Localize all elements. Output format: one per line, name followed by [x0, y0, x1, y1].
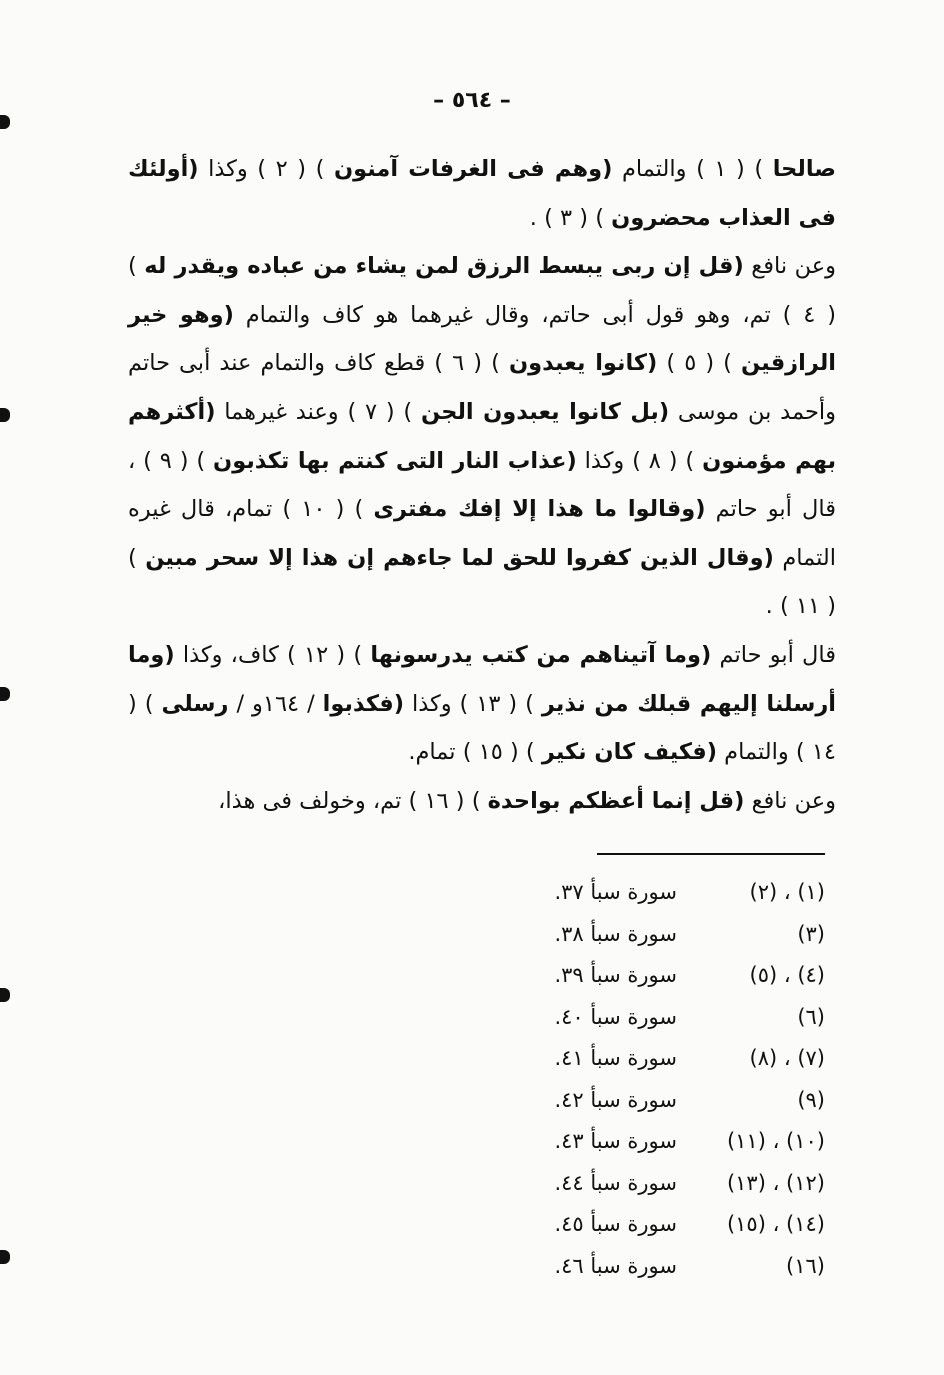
quran-quote: (وما أرسلنا إليهم قبلك من نذير — [128, 641, 836, 717]
footnote-source: سورة سبأ ٤٤. — [554, 1170, 677, 1195]
quran-quote: (وقالوا ما هذا إلا إفك مفترى — [373, 496, 706, 523]
footnote-item — [520, 1121, 825, 1163]
commentary-text: ) ( ٦ ) قطع كاف والتمام عند أبى حاتم وأحمد بن موسى — [128, 350, 836, 425]
footnote-refs: (٩) — [797, 1087, 825, 1112]
footnote-refs: (٧) ، (٨) — [749, 1046, 825, 1070]
footnote-item — [520, 1080, 825, 1122]
footnote-refs: (١) ، (٢) — [749, 880, 825, 904]
commentary-text: ) ( ١٥ ) تمام. — [408, 739, 542, 766]
commentary-text: ) ( ٤ ) تم، وهو قول أبى حاتم، وقال غيرهما هو كاف والتمام — [128, 253, 836, 328]
margin-mark — [0, 115, 10, 129]
footnote-refs: (٦) — [797, 1004, 825, 1029]
commentary-text: وعن نافع — [743, 253, 836, 280]
footnote-source: سورة سبأ ٣٨. — [554, 921, 677, 946]
quran-quote: (فكيف كان نكير — [541, 739, 718, 766]
quran-quote: (وهم فى الغرفات آمنون — [333, 156, 613, 182]
commentary-text: وعن نافع — [744, 787, 836, 814]
paragraph — [128, 631, 836, 777]
footnote-refs: (١٤) ، (١٥) — [726, 1212, 825, 1236]
page-number: – ٥٦٤ – — [433, 88, 511, 113]
footnote-refs: (٣) — [797, 921, 825, 946]
quran-quote: رسلى — [161, 690, 229, 717]
commentary-text: ) ( ٨ ) وكذا — [576, 447, 703, 474]
quran-quote: (أولئك فى العذاب محضرون — [128, 156, 836, 231]
footnote-item — [520, 997, 825, 1039]
quran-quote: (فكذبوا — [322, 690, 404, 717]
footnote-refs: (٤) ، (٥) — [749, 963, 825, 987]
margin-mark — [0, 687, 10, 701]
footnote-source: سورة سبأ ٤٦. — [554, 1253, 677, 1278]
commentary-text: ) ( ١١ ) . — [128, 544, 836, 620]
footnote-item — [520, 914, 825, 956]
paragraph — [128, 145, 836, 242]
commentary-text: ) ( ٢ ) وكذا — [198, 156, 334, 182]
commentary-text: ) ( ٥ ) — [657, 350, 742, 377]
footnote-item — [520, 872, 825, 914]
paragraph — [128, 777, 836, 826]
quran-quote: (قل إنما أعظكم بواحدة — [487, 787, 745, 814]
commentary-text: ) ( ١٤ ) والتمام — [128, 690, 836, 766]
quran-quote: (أكثرهم بهم مؤمنون — [128, 398, 837, 474]
footnote-source: سورة سبأ ٤٠. — [554, 1004, 677, 1029]
quran-quote: (قل إن ربى يبسط الرزق لمن يشاء من عباده ويقدر له — [144, 253, 744, 280]
footnote-refs: (١٦) — [786, 1253, 825, 1278]
margin-mark — [0, 408, 10, 422]
footnote-separator — [597, 853, 825, 855]
footnotes — [520, 872, 825, 1287]
commentary-text: ) ( ١ ) والتمام — [612, 156, 773, 182]
footnote-source: سورة سبأ ٤٥. — [554, 1212, 677, 1236]
margin-mark — [0, 1250, 10, 1264]
quran-quote: (وما آتيناهم من كتب يدرسونها — [370, 641, 712, 668]
commentary-text: ) ( ٩ ) ، قال أبو حاتم — [128, 447, 836, 523]
footnote-item — [520, 955, 825, 997]
quran-quote: (وهو خير الرازقين — [128, 301, 837, 377]
commentary-text: ) ( ١٠ ) تمام، قال غيره التمام — [128, 496, 837, 571]
margin-mark — [0, 988, 10, 1002]
main-text — [128, 145, 836, 825]
paragraph — [128, 242, 836, 631]
footnote-source: سورة سبأ ٤٣. — [554, 1129, 677, 1153]
commentary-text: ) ( ١٦ ) تم، وخولف فى هذا، — [218, 787, 488, 814]
footnote-source: سورة سبأ ٣٩. — [554, 963, 677, 987]
footnote-source: سورة سبأ ٣٧. — [554, 880, 677, 904]
footnote-refs: (١٢) ، (١٣) — [726, 1170, 825, 1195]
quran-quote: (عذاب النار التى كنتم بها تكذبون — [213, 447, 577, 474]
quran-quote: (وقال الذين كفروا للحق لما جاءهم إن هذا إلا سحر مبين — [145, 544, 774, 571]
footnote-item — [520, 1038, 825, 1080]
footnote-source: سورة سبأ ٤٢. — [554, 1087, 677, 1112]
commentary-text: ) ( ٣ ) . — [529, 204, 612, 231]
footnote-source: سورة سبأ ٤١. — [554, 1046, 677, 1070]
footnote-item — [520, 1246, 825, 1288]
quran-quote: (بل كانوا يعبدون الجن — [421, 398, 670, 425]
footnote-item — [520, 1204, 825, 1246]
commentary-text: ) ( ٧ ) وعند غيرهما — [215, 398, 421, 425]
quran-quote: (كانوا يعبدون — [508, 350, 658, 377]
footnote-item — [520, 1163, 825, 1205]
quran-quote: صالحا — [772, 156, 837, 182]
footnote-refs: (١٠) ، (١١) — [726, 1129, 825, 1153]
commentary-text: قال أبو حاتم — [711, 641, 836, 668]
commentary-text: ) ( ١٢ ) كاف، وكذا — [174, 641, 371, 668]
commentary-text: ) ( ١٣ ) وكذا — [404, 690, 542, 717]
commentary-text: / ١٦٤و / — [228, 690, 323, 717]
